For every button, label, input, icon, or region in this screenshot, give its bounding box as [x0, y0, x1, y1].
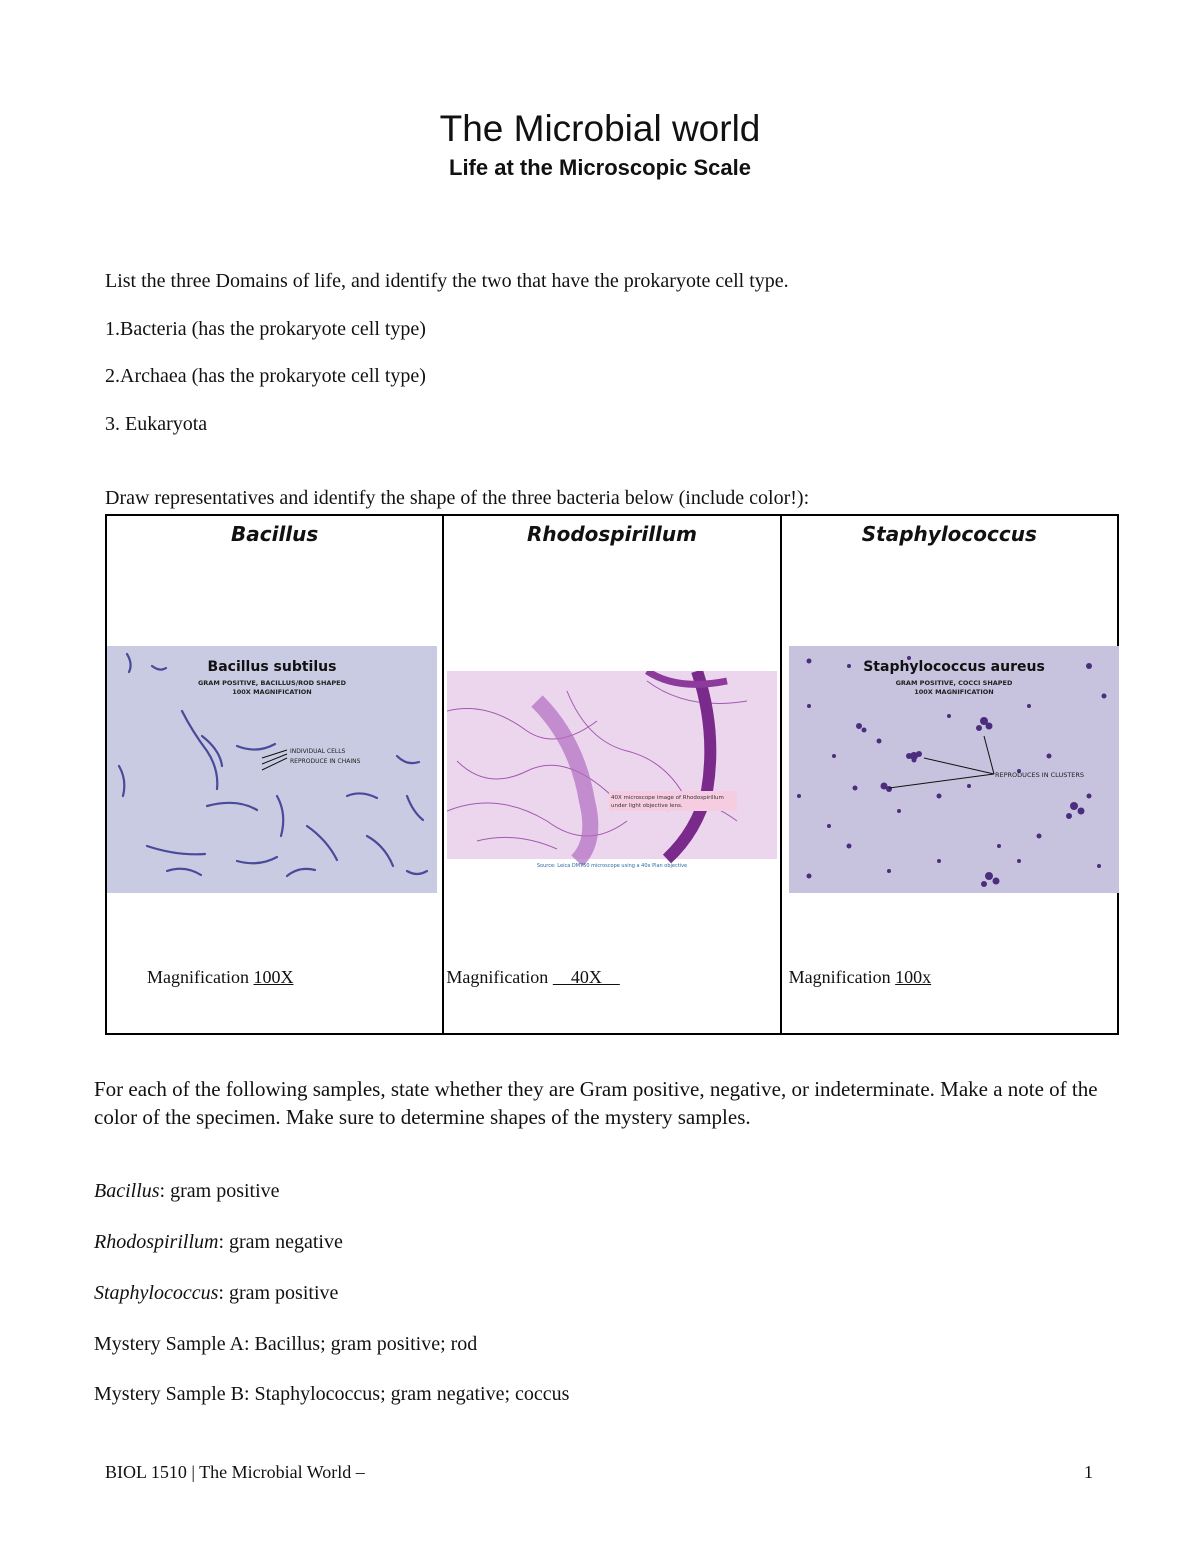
staphylococcus-cell: [781, 515, 1118, 1034]
rhodospirillum-image-credit: Source: Leica DM750 microscope using a 40x Plan objective: [537, 863, 688, 869]
bacteria-table: [105, 514, 1119, 1035]
answer-rhodospirillum-value: : gram negative: [218, 1231, 343, 1253]
answer-bacillus-value: : gram positive: [159, 1180, 280, 1202]
answer-bacillus-name: Bacillus: [94, 1180, 160, 1202]
staphylococcus-heading: Staphylococcus: [861, 522, 1037, 546]
draw-prompt: Draw representatives and identify the shape of the three bacteria below (include color!):: [105, 487, 810, 509]
staphylococcus-magnification: [789, 967, 931, 988]
staphylococcus-mag-label: Magnification: [788, 967, 896, 987]
staphylococcus-image-caption1: GRAM POSITIVE, COCCI SHAPED: [895, 679, 1013, 687]
rhodospirillum-cell: [443, 515, 780, 1034]
domain-item-3: 3. Eukaryota: [105, 413, 208, 435]
staphylococcus-image-title: Staphylococcus aureus: [862, 659, 1045, 675]
gram-prompt: For each of the following samples, state whether they are Gram positive, negative, or indeterminate. Make a note of the color of the specimen. Make sure to determine shapes of the mystery samples.: [94, 1077, 1098, 1129]
bacillus-image-caption2: 100X MAGNIFICATION: [232, 688, 312, 696]
domains-prompt: List the three Domains of life, and identify the two that have the prokaryote cell type.: [105, 270, 789, 292]
bacillus-image-caption1: GRAM POSITIVE, BACILLUS/ROD SHAPED: [197, 679, 347, 687]
footer-page-number: 1: [1084, 1462, 1093, 1482]
bacillus-cell: [106, 515, 443, 1034]
rhodospirillum-mag-label: Magnification: [446, 967, 553, 987]
staphylococcus-image: [789, 646, 1119, 893]
footer-course: BIOL 1510 | The Microbial World –: [105, 1462, 365, 1482]
bacillus-mag-label: Magnification: [147, 967, 254, 987]
bacillus-magnification: [147, 967, 293, 988]
rhodospirillum-image-note2: under light objective lens.: [611, 803, 683, 809]
mystery-sample-b: Mystery Sample B: Staphylococcus; gram negative; coccus: [94, 1383, 570, 1405]
answer-rhodospirillum: [94, 1231, 343, 1254]
answer-bacillus: [94, 1180, 280, 1203]
answer-staphylococcus-name: Staphylococcus: [94, 1282, 219, 1304]
bacillus-image-title: Bacillus subtilus: [207, 659, 337, 675]
bacillus-heading: Bacillus: [231, 522, 319, 546]
domain-item-2: 2.Archaea (has the prokaryote cell type): [105, 365, 426, 387]
page-title: The Microbial world: [439, 108, 761, 149]
rhodospirillum-heading: Rhodospirillum: [526, 522, 697, 546]
staphylococcus-mag-value: 100x: [895, 967, 932, 987]
answer-staphylococcus-value: : gram positive: [218, 1282, 339, 1304]
page-subtitle: Life at the Microscopic Scale: [449, 155, 751, 180]
rhodospirillum-magnification: [446, 967, 619, 988]
bacillus-image-note2: REPRODUCE IN CHAINS: [290, 758, 361, 765]
staphylococcus-image-caption2: 100X MAGNIFICATION: [913, 688, 994, 696]
mystery-sample-a: Mystery Sample A: Bacillus; gram positive; rod: [94, 1333, 478, 1355]
bacillus-image-note1: INDIVIDUAL CELLS: [290, 748, 346, 755]
bacillus-image: [107, 646, 437, 893]
rhodospirillum-mag-value: 40X: [552, 967, 620, 987]
rhodospirillum-image-note1: 40X microscope image of Rhodospirillum: [611, 795, 725, 801]
rhodospirillum-image: [447, 671, 777, 871]
bacillus-mag-value: 100X: [253, 967, 294, 987]
answer-staphylococcus: [94, 1282, 338, 1305]
answer-rhodospirillum-name: Rhodospirillum: [94, 1231, 219, 1253]
staphylococcus-image-note1: REPRODUCES IN CLUSTERS: [994, 771, 1084, 779]
domain-item-1: 1.Bacteria (has the prokaryote cell type): [105, 318, 426, 340]
